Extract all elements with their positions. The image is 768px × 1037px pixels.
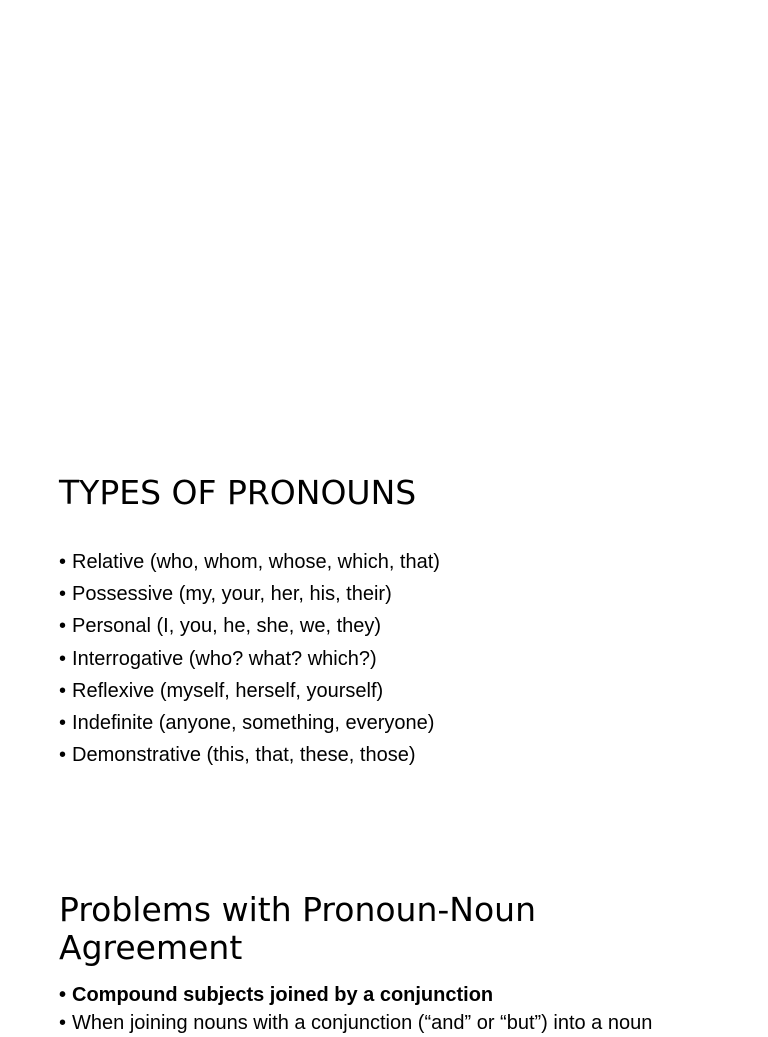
list-item-text: Indefinite (anyone, something, everyone) bbox=[72, 711, 435, 734]
list-item bbox=[59, 981, 739, 1009]
list-item bbox=[59, 611, 440, 643]
list-item bbox=[59, 708, 440, 740]
bullet-icon: • bbox=[59, 1012, 67, 1034]
bullet-icon: • bbox=[59, 615, 67, 638]
bullet-icon: • bbox=[59, 551, 67, 573]
list-item bbox=[59, 676, 440, 708]
section-title-pronoun-noun-agreement: Problems with Pronoun-Noun Agreement bbox=[59, 890, 537, 967]
list-item-text: Compound subjects joined by a conjunction bbox=[72, 984, 494, 1006]
list-item bbox=[59, 547, 440, 579]
list-item-text: When joining nouns with a conjunction (“and” or “but”) into a noun bbox=[72, 1012, 653, 1034]
list-item bbox=[59, 579, 440, 611]
bullet-icon: • bbox=[59, 583, 67, 606]
list-item-text: Demonstrative (this, that, these, those) bbox=[72, 744, 416, 767]
bullet-icon: • bbox=[59, 744, 67, 767]
list-item bbox=[59, 1009, 739, 1037]
pronoun-types-list bbox=[59, 547, 440, 772]
bullet-icon: • bbox=[59, 984, 67, 1006]
list-item-text: Possessive (my, your, her, his, their) bbox=[72, 583, 392, 606]
bullet-icon: • bbox=[59, 647, 67, 670]
section-title-types-of-pronouns: TYPES OF PRONOUNS bbox=[59, 473, 417, 512]
list-item bbox=[59, 740, 440, 772]
list-item-text: Personal (I, you, he, she, we, they) bbox=[72, 615, 382, 638]
bullet-icon: • bbox=[59, 679, 67, 702]
agreement-problems-list bbox=[59, 981, 739, 1037]
list-item bbox=[59, 644, 440, 676]
list-item-text: Reflexive (myself, herself, yourself) bbox=[72, 679, 384, 702]
list-item-text: Interrogative (who? what? which?) bbox=[72, 647, 377, 670]
bullet-icon: • bbox=[59, 711, 67, 734]
list-item-text: Relative (who, whom, whose, which, that) bbox=[72, 551, 440, 573]
